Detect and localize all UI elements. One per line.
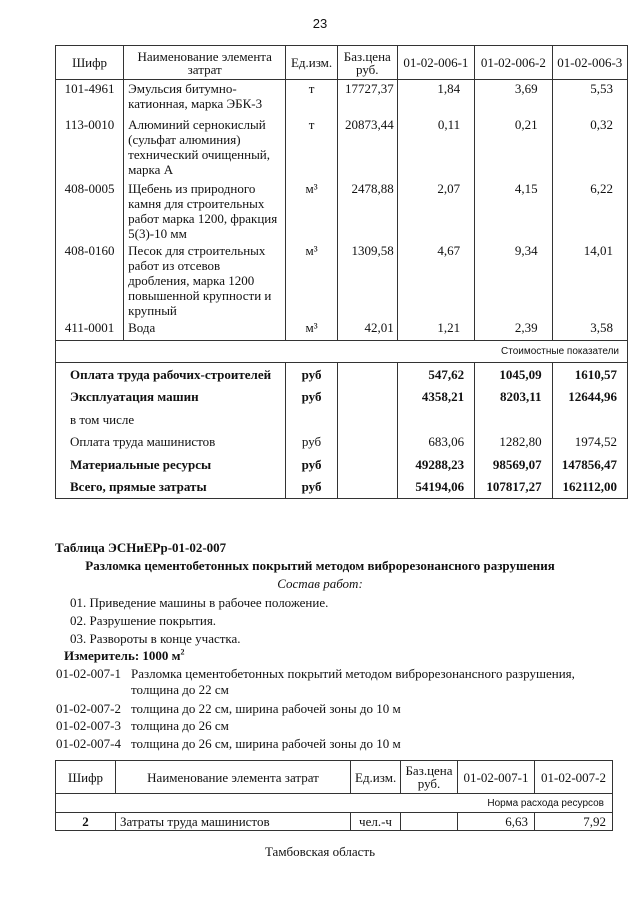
table-row [56, 242, 628, 319]
cost-price [337, 386, 397, 409]
cost-unit [286, 408, 338, 431]
cost-label: Оплата труда рабочих-строителей [56, 363, 286, 386]
norm-text: толщина до 26 см [131, 718, 229, 733]
cost-row [56, 476, 628, 499]
cell-price: 1309,58 [337, 242, 397, 319]
cell-v1: 2,07 [397, 180, 474, 242]
cell-unit: м³ [286, 180, 338, 242]
cost-unit: руб [286, 431, 338, 454]
cell-price [401, 813, 458, 831]
cell-price: 20873,44 [337, 116, 397, 180]
cell-v3: 0,32 [552, 116, 627, 180]
cost-price [337, 408, 397, 431]
cell-v1: 4,67 [397, 242, 474, 319]
cost-price [337, 453, 397, 476]
cost-v2: 107817,27 [475, 476, 552, 499]
table-row [56, 319, 628, 341]
section-header-row [56, 794, 613, 813]
col-header-code: Шифр [56, 46, 124, 80]
cell-name: Алюминий сернокислый (сульфат алюминия) технический очищенный, марка А [124, 116, 286, 180]
cost-v3: 1610,57 [552, 363, 627, 386]
norm-text: толщина до 22 см, ширина рабочей зоны до 10 м [131, 701, 401, 716]
cost-label: Всего, прямые затраты [56, 476, 286, 499]
cell-price: 2478,88 [337, 180, 397, 242]
cost-row [56, 386, 628, 409]
cost-v2: 98569,07 [475, 453, 552, 476]
norm-item [56, 666, 591, 698]
cost-v1: 547,62 [397, 363, 474, 386]
col-header-unit: Ед.изм. [286, 46, 338, 80]
cost-unit: руб [286, 476, 338, 499]
cell-v2: 2,39 [475, 319, 552, 341]
col-header-norm-1: 01-02-007-1 [458, 761, 535, 794]
cell-v2: 0,21 [475, 116, 552, 180]
cell-name: Затраты труда машинистов [116, 813, 351, 831]
cost-row [56, 453, 628, 476]
cost-v2: 1045,09 [475, 363, 552, 386]
cell-v1: 6,63 [458, 813, 535, 831]
col-header-norm-2: 01-02-007-2 [535, 761, 613, 794]
cost-v1: 683,06 [397, 431, 474, 454]
norm-code: 01-02-007-3 [56, 718, 121, 733]
cell-v1: 1,84 [397, 80, 474, 116]
composition-label: Состав работ: [277, 576, 363, 591]
col-header-unit: Ед.изм. [351, 761, 401, 794]
cell-code: 113-0010 [56, 116, 124, 180]
resources-table-006 [55, 45, 628, 499]
norm-item [56, 718, 591, 734]
norm-code: 01-02-007-4 [56, 736, 121, 751]
table-row [56, 116, 628, 180]
cost-v2: 1282,80 [475, 431, 552, 454]
cell-v3: 3,58 [552, 319, 627, 341]
cell-price: 17727,37 [337, 80, 397, 116]
cost-v3: 147856,47 [552, 453, 627, 476]
cell-code: 2 [56, 813, 116, 831]
cell-v2: 7,92 [535, 813, 613, 831]
col-header-price: Баз.цена руб. [401, 761, 458, 794]
cost-label: Эксплуатация машин [56, 386, 286, 409]
norm-item [56, 701, 591, 717]
cell-v1: 1,21 [397, 319, 474, 341]
cell-v3: 14,01 [552, 242, 627, 319]
cost-v3: 162112,00 [552, 476, 627, 499]
cell-name: Эмульсия битумно-катионная, марка ЭБК-3 [124, 80, 286, 116]
cost-v1 [397, 408, 474, 431]
cell-v2: 9,34 [475, 242, 552, 319]
cost-v3: 12644,96 [552, 386, 627, 409]
work-item: 01. Приведение машины в рабочее положение. [70, 595, 329, 610]
cost-v1: 49288,23 [397, 453, 474, 476]
cost-price [337, 431, 397, 454]
cost-unit: руб [286, 453, 338, 476]
cost-label: Оплата труда машинистов [56, 431, 286, 454]
section-label-norms: Норма расхода ресурсов [56, 794, 613, 813]
cell-unit: т [286, 116, 338, 180]
col-header-norm-2: 01-02-006-2 [475, 46, 552, 80]
cell-price: 42,01 [337, 319, 397, 341]
cell-v2: 4,15 [475, 180, 552, 242]
cell-unit: м³ [286, 242, 338, 319]
cell-name: Песок для строительных работ из отсевов дробления, марка 1200 повышенной крупности и крупный [124, 242, 286, 319]
work-item: 03. Развороты в конце участка. [70, 631, 241, 646]
cost-price [337, 363, 397, 386]
cost-row [56, 431, 628, 454]
cell-v2: 3,69 [475, 80, 552, 116]
cost-v1: 54194,06 [397, 476, 474, 499]
col-header-name: Наименование элемента затрат [116, 761, 351, 794]
col-header-code: Шифр [56, 761, 116, 794]
cost-label: Материальные ресурсы [56, 453, 286, 476]
norm-text: толщина до 26 см, ширина рабочей зоны до 10 м [131, 736, 401, 751]
cell-code: 101-4961 [56, 80, 124, 116]
cell-name: Щебень из природного камня для строительных работ марка 1200, фракция 5(3)-10 мм [124, 180, 286, 242]
section-label-cost: Стоимостные показатели [56, 341, 628, 363]
work-item: 02. Разрушение покрытия. [70, 613, 217, 628]
col-header-price: Баз.цена руб. [337, 46, 397, 80]
cost-price [337, 476, 397, 499]
cell-v3: 6,22 [552, 180, 627, 242]
table-row [56, 80, 628, 116]
cell-name: Вода [124, 319, 286, 341]
cost-unit: руб [286, 363, 338, 386]
cost-row [56, 363, 628, 386]
cell-v3: 5,53 [552, 80, 627, 116]
section-subtitle: Разломка цементобетонных покрытий методом виброрезонансного разрушения [85, 558, 555, 573]
cell-unit: м³ [286, 319, 338, 341]
col-header-name: Наименование элемента затрат [124, 46, 286, 80]
footer-region: Тамбовская область [264, 844, 376, 859]
col-header-norm-3: 01-02-006-3 [552, 46, 627, 80]
table-row [56, 813, 613, 831]
cell-unit: чел.-ч [351, 813, 401, 831]
norm-code: 01-02-007-2 [56, 701, 121, 716]
col-header-norm-1: 01-02-006-1 [397, 46, 474, 80]
cost-v3: 1974,52 [552, 431, 627, 454]
cell-code: 408-0005 [56, 180, 124, 242]
cell-code: 408-0160 [56, 242, 124, 319]
cell-code: 411-0001 [56, 319, 124, 341]
table-title: Таблица ЭСНиЕРр-01-02-007 [55, 540, 227, 555]
cost-label: в том числе [56, 408, 286, 431]
page-number: 23 [312, 16, 328, 31]
table-header-row [56, 761, 613, 794]
cost-v2: 8203,11 [475, 386, 552, 409]
cost-row [56, 408, 628, 431]
norm-text: Разломка цементобетонных покрытий методом виброрезонансного разрушения, толщина до 22 см [131, 666, 575, 697]
table-row [56, 180, 628, 242]
cell-v1: 0,11 [397, 116, 474, 180]
cost-v1: 4358,21 [397, 386, 474, 409]
table-header-row [56, 46, 628, 80]
cell-unit: т [286, 80, 338, 116]
cost-v3 [552, 408, 627, 431]
cost-unit: руб [286, 386, 338, 409]
norm-item [56, 736, 591, 752]
cost-v2 [475, 408, 552, 431]
section-header-row [56, 341, 628, 363]
resources-table-007 [55, 760, 613, 831]
norm-code: 01-02-007-1 [56, 666, 121, 681]
measure-label: Измеритель: 1000 $м^2$ [64, 647, 185, 663]
